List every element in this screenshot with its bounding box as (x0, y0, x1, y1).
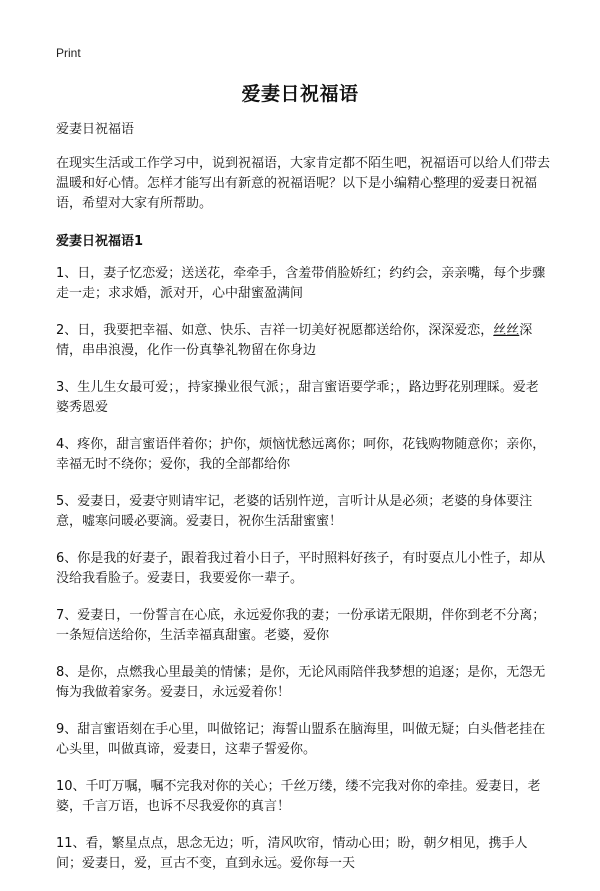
list-item-6: 6、你是我的好妻子，跟着我过着小日子，平时照料好孩子，有时耍点儿小性子，却从没给我看脸子。爱妻日，我要爱你一辈子。 (56, 551, 546, 586)
list-item-5: 5、爱妻日，爱妻守则请牢记，老婆的话别忤逆，言听计从是必须；老婆的身体要注意，嘘寒问暖必要滴。爱妻日，祝你生活甜蜜蜜！ (56, 494, 533, 529)
document-subtitle: 爱妻日祝福语 (56, 122, 135, 137)
list-item-7: 7、爱妻日，一份誓言在心底，永远爱你我的妻；一份承诺无限期，伴你到老不分离；一条短信送给你，生活幸福真甜蜜。老婆，爱你 (56, 608, 546, 643)
list-item-4: 4、疼你，甜言蜜语伴着你；护你，烦恼忧愁远离你；呵你，花钱购物随意你；亲你，幸福无时不绕你；爱你，我的全部都给你 (56, 437, 546, 472)
list-item-2-text-before: 2、日，我要把幸福、如意、快乐、吉祥一切美好祝愿都送给你，深深爱恋， (56, 323, 494, 338)
list-item-3: 3、生儿生女最可爱；，持家操业很气派；，甜言蜜语要学乖；，路边野花别理睬。爱老婆秀恩爱 (56, 380, 539, 415)
intro-paragraph: 在现实生活或工作学习中，说到祝福语，大家肯定都不陌生吧，祝福语可以给人们带去温暖和好心情。怎样才能写出有新意的祝福语呢？以下是小编精心整理的爱妻日祝福语，希望对大家有所帮助。 (56, 156, 551, 211)
page-title: 爱妻日祝福语 (241, 83, 359, 105)
list-item-9: 9、甜言蜜语刻在手心里，叫做铭记；海誓山盟系在脑海里，叫做无疑；白头偕老挂在心头里，叫做真谛，爱妻日，这辈子誓爱你。 (56, 722, 546, 757)
list-item-2-text-after: 深情，串串浪漫，化作一份真挚礼物留在你身边 (56, 323, 533, 358)
print-link[interactable]: Print (56, 46, 81, 60)
list-item-10: 10、千叮万嘱，嘱不完我对你的关心；千丝万缕，缕不完我对你的牵挂。爱妻日，老婆，千言万语，也诉不尽我爱你的真言！ (56, 779, 541, 814)
section-heading: 爱妻日祝福语1 (56, 234, 144, 249)
list-item-8: 8、是你，点燃我心里最美的情愫；是你，无论风雨陪伴我梦想的追逐；是你，无怨无悔为我做着家务。爱妻日，永远爱着你！ (56, 665, 546, 700)
list-item-1: 1、日，妻子忆恋爱；送送花，牵牵手，含羞带俏脸娇红；约约会，亲亲嘴，每个步骤走一走；求求婚，派对开，心中甜蜜盈满间 (56, 266, 546, 301)
list-item-11: 11、看，繁星点点，思念无边；听，清风吹帘，情动心田；盼，朝夕相见，携手人间；爱妻日，爱，亘古不变，直到永远。爱你每一天 (56, 836, 528, 871)
list-item-2-underlined: 丝丝 (493, 323, 520, 338)
document-body (56, 120, 550, 891)
list-item-2 (56, 321, 550, 361)
